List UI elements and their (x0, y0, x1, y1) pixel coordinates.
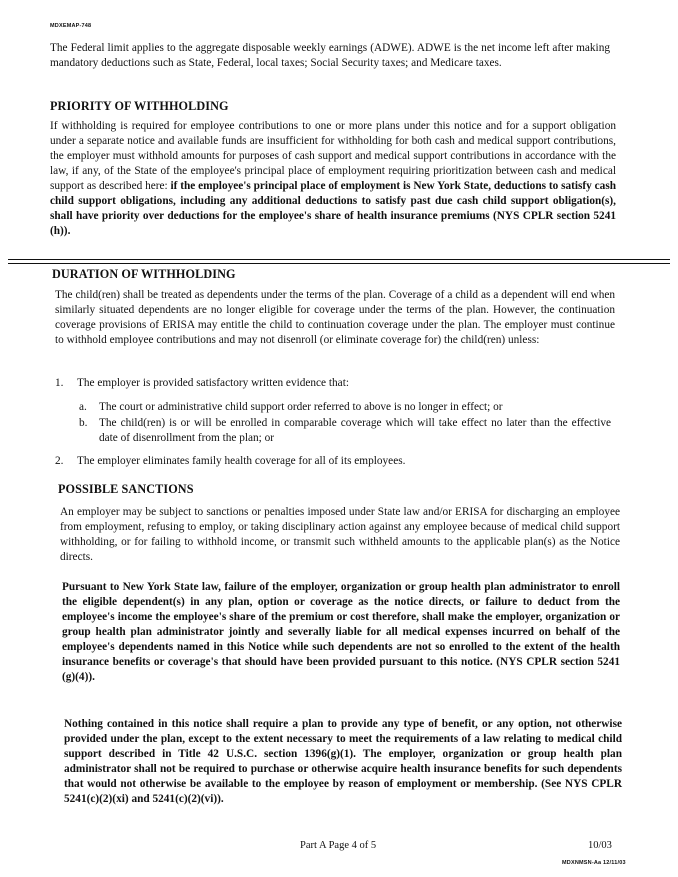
form-code-top: MDXEMAP-748 (50, 23, 92, 29)
sanctions-heading: POSSIBLE SANCTIONS (58, 482, 194, 496)
section-divider-thin (8, 263, 670, 264)
duration-heading: DURATION OF WITHHOLDING (52, 267, 236, 281)
sublist-item-text: The child(ren) is or will be enrolled in comparable coverage which will take effect no later than the effective date of disenrollment from the plan; or (99, 417, 611, 444)
sanctions-bold-paragraph-1: Pursuant to New York State law, failure of the employer, organization or group health plan administrator to enroll the eligible dependent(s) in any plan, option or coverage as the notice directs, or failure to deduct from the employee's income the employee's share of the premium or cost therefore, shall make the employer, organization or group health plan administrator jointly and severally liable for all medical expenses incurred on behalf of the employee's dependents named in this Notice while such dependents are not so enrolled to the extent of the health insurance benefits or coverage's that should have been provided pursuant to this notice. (NYS CPLR section 5241 (g)(4)). (62, 581, 620, 683)
sanctions-paragraph: An employer may be subject to sanctions or penalties imposed under State law and/or ERISA for discharging an employee from employment, refusing to employ, or taking disciplinary action against any employee because of medical child support withholding, or for failing to withhold income, or transmit such withheld amounts to the applicable plan(s) as the Notice directs. (60, 506, 620, 563)
list-item-number: 1. (55, 377, 64, 389)
sanctions-bold-paragraph-2: Nothing contained in this notice shall require a plan to provide any type of benefit, or any option, not otherwise provided under the plan, except to the extent necessary to meet the requirements of a law relating to medical child support described in Title 42 U.S.C. section 1396(g)(1). The employer, organization or group health plan administrator shall not be required to purchase or otherwise acquire health insurance benefits for such dependents that would not otherwise be available to the employee by reason of employment or membership. (See NYS CPLR 5241(c)(2)(xi) and 5241(c)(2)(vi)). (64, 718, 622, 805)
intro-paragraph: The Federal limit applies to the aggregate disposable weekly earnings (ADWE). ADWE is the net income left after making mandatory deductions such as State, Federal, local taxes; Social Security taxes; and Medicare taxes. (50, 42, 610, 69)
priority-paragraph (50, 119, 616, 239)
list-item-number: 2. (55, 455, 64, 467)
section-divider (8, 259, 670, 260)
form-code-bottom: MDXNMSN-Aa 12/11/03 (562, 860, 626, 866)
sublist-item-letter: a. (79, 401, 87, 413)
page-label: Part A Page 4 of 5 (300, 840, 377, 851)
duration-paragraph: The child(ren) shall be treated as dependents under the terms of the plan. Coverage of a child as a dependent will end when similarly situated dependents are no longer eligible for coverage under the terms of the plan. However, the continuation coverage provisions of ERISA may entitle the child to continuation coverage under the plan. The employer must continue to withhold employee contributions and may not disenroll (or eliminate coverage for) the child(ren) unless: (55, 289, 615, 346)
sublist-item-letter: b. (79, 417, 88, 429)
sublist-item-text: The court or administrative child support order referred to above is no longer in effect; or (99, 401, 503, 413)
priority-text-plain: If withholding is required for employee contributions to one or more plans under this notice and for a support obligation under a separate notice and available funds are insufficient for withholding for both cash and medical support contributions, the employer must withhold amounts for purposes of cash support and medical support contributions in accordance with the law, if any, of the State of the employee's principal place of employment requiring prioritization between cash and medical support as described here: (50, 120, 616, 192)
priority-heading: PRIORITY OF WITHHOLDING (50, 99, 229, 113)
list-item-text: The employer is provided satisfactory written evidence that: (77, 377, 349, 389)
list-item-text: The employer eliminates family health coverage for all of its employees. (77, 455, 406, 467)
footer-date: 10/03 (588, 840, 612, 851)
priority-text-bold: if the employee's principal place of employment is New York State, deductions to satisfy cash child support obligations, including any additional deductions to satisfy past due cash child support obligation(s), shall have priority over deductions for the employee's share of health insurance premiums (NYS CPLR section 5241 (h)). (50, 180, 616, 237)
